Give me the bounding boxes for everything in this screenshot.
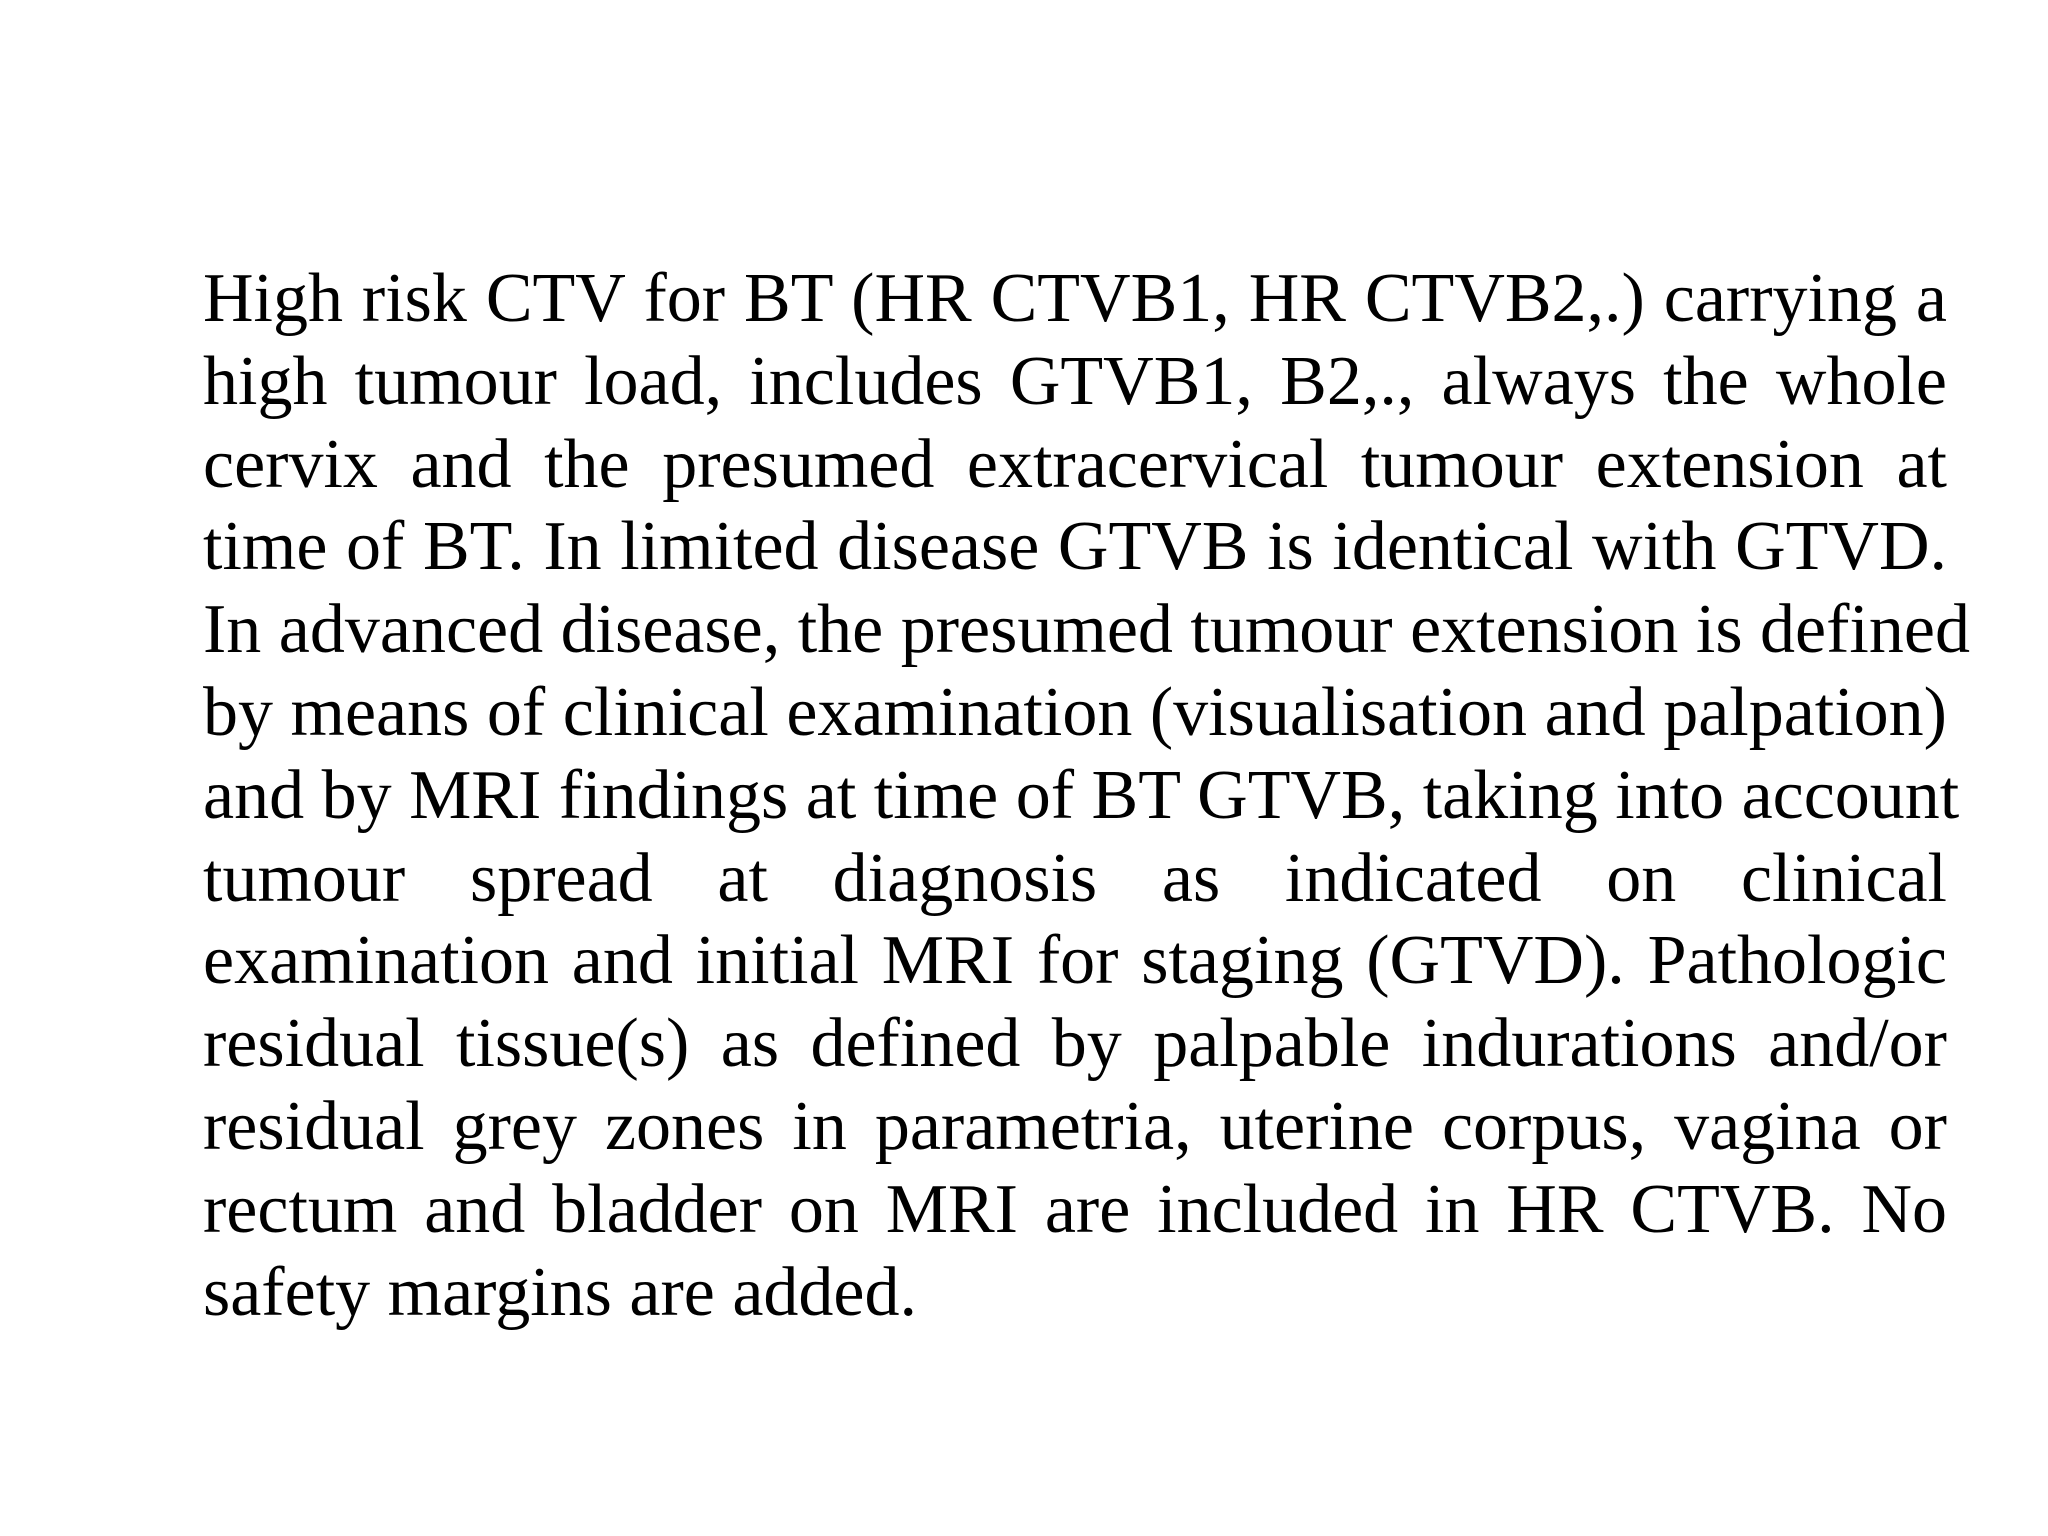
paragraph-line: and by MRI findings at time of BT GTVB, taking into account — [203, 756, 1960, 834]
paragraph-line: time of BT. In limited disease GTVB is identical with GTVD. — [203, 508, 1947, 586]
paragraph-line: safety margins are added. — [203, 1253, 917, 1331]
body-paragraph — [203, 258, 1970, 1334]
paragraph-line: cervix and the presumed extracervical tumour extension at — [203, 425, 1947, 503]
paragraph-line: high tumour load, includes GTVB1, B2,., always the whole — [203, 342, 1947, 420]
paragraph-line: examination and initial MRI for staging (GTVD). Pathologic — [203, 922, 1947, 1000]
paragraph-line: High risk CTV for BT (HR CTVB1, HR CTVB2,.) carrying a — [203, 260, 1947, 337]
paragraph-line: In advanced disease, the presumed tumour extension is defined — [203, 591, 1970, 669]
paragraph-line: residual grey zones in parametria, uterine corpus, vagina or — [203, 1087, 1947, 1165]
paragraph-line: rectum and bladder on MRI are included in HR CTVB. No — [203, 1170, 1947, 1248]
paragraph-line: tumour spread at diagnosis as indicated on clinical — [203, 839, 1947, 917]
paragraph-line: residual tissue(s) as defined by palpable indurations and/or — [203, 1005, 1947, 1083]
paragraph-line: by means of clinical examination (visualisation and palpation) — [203, 673, 1947, 751]
